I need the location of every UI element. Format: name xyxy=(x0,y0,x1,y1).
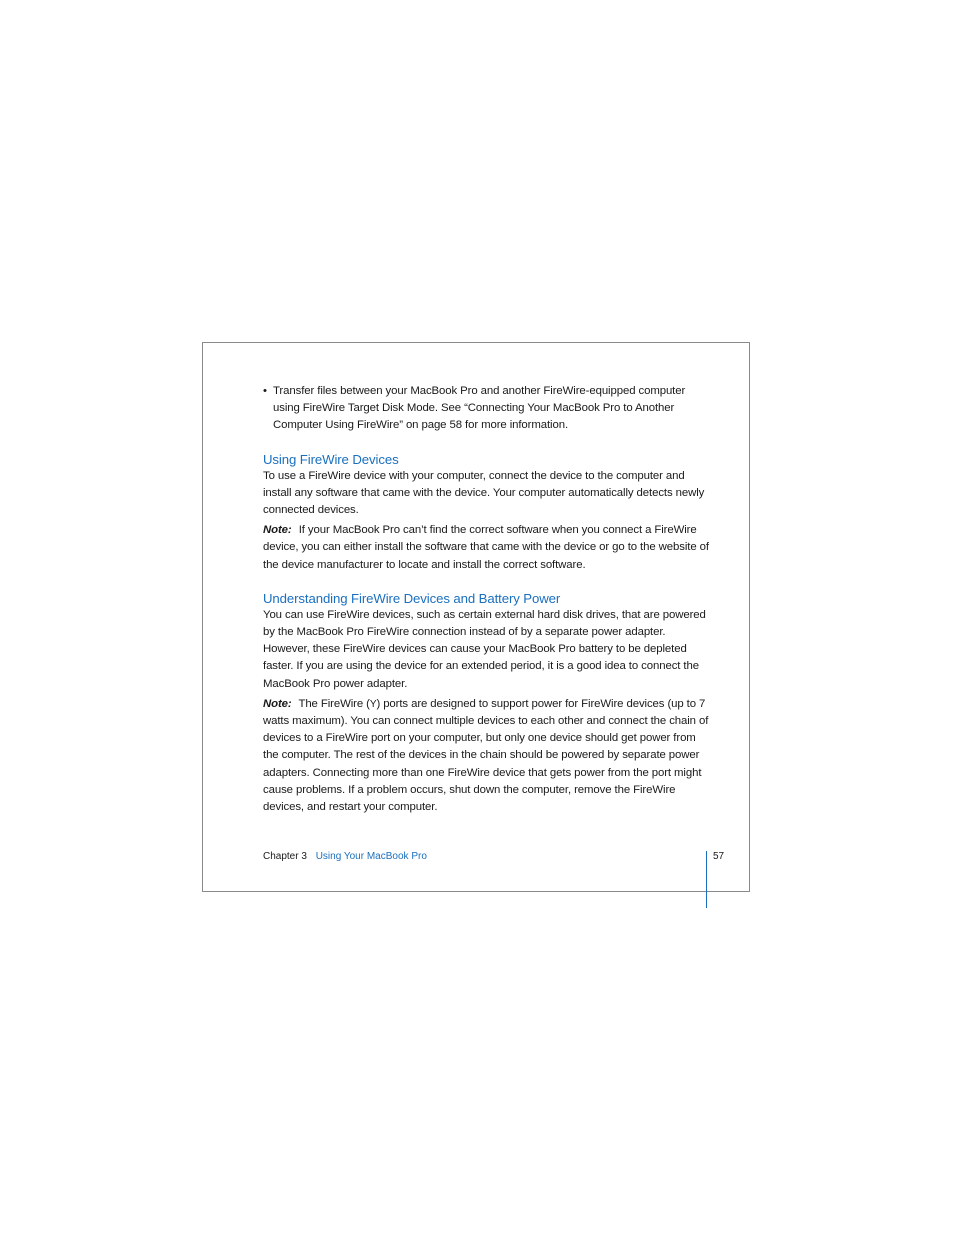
note-text-end: ) ports are designed to support power for FireWire devices (up to 7 watts maximum). You can connect multiple devices to each other and connect the chain of devices to a FireWire port on your computer, but only one device should get power from the computer. The rest of the devices in the chain should be powered by separate power adapters. Connecting more than one FireWire device that gets power from the port might cause problems. If a problem occurs, shut down the computer, remove the FireWire devices, and restart your computer. xyxy=(263,697,709,814)
page-number: 57 xyxy=(713,851,725,862)
note-text-start: The FireWire ( xyxy=(298,697,370,710)
section-heading-battery-power: Understanding FireWire Devices and Battery Power xyxy=(263,590,561,606)
note-label: Note: xyxy=(263,697,292,710)
firewire-icon: Y xyxy=(369,698,377,710)
note-text: If your MacBook Pro can’t find the correct software when you connect a FireWire device, you can either install the software that came with the device or go to the website of the device manufacturer to locate and install the correct software. xyxy=(263,524,709,571)
section-body-using-firewire-devices: To use a FireWire device with your computer, connect the device to the computer and install any software that came with the device. Your computer automatically detects newly connected devices. xyxy=(263,469,705,517)
footer-divider xyxy=(706,851,707,908)
note-battery-power xyxy=(263,696,709,816)
page-footer xyxy=(263,850,427,864)
bullet-text: Transfer files between your MacBook Pro and another FireWire-equipped computer using FireWire Target Disk Mode. See “Connecting Your MacBook Pro to Another Computer Using FireWire” on page 58 for more information. xyxy=(273,385,686,432)
bullet-symbol: • xyxy=(263,385,267,397)
footer-chapter: Chapter 3 xyxy=(263,851,307,862)
note-using-firewire-devices xyxy=(263,522,709,574)
section-body-battery-power: You can use FireWire devices, such as certain external hard disk drives, that are powered by the MacBook Pro FireWire connection instead of by a separate power adapter. However, these FireWire devices can cause your MacBook Pro battery to be depleted faster. If you are using the device for an extended period, it is a good idea to connect the MacBook Pro power adapter. xyxy=(263,608,706,690)
page-content xyxy=(263,383,709,832)
note-label: Note: xyxy=(263,524,292,537)
section-heading-using-firewire-devices: Using FireWire Devices xyxy=(263,451,399,467)
bullet-item xyxy=(263,383,709,435)
footer-chapter-title: Using Your MacBook Pro xyxy=(315,851,427,862)
